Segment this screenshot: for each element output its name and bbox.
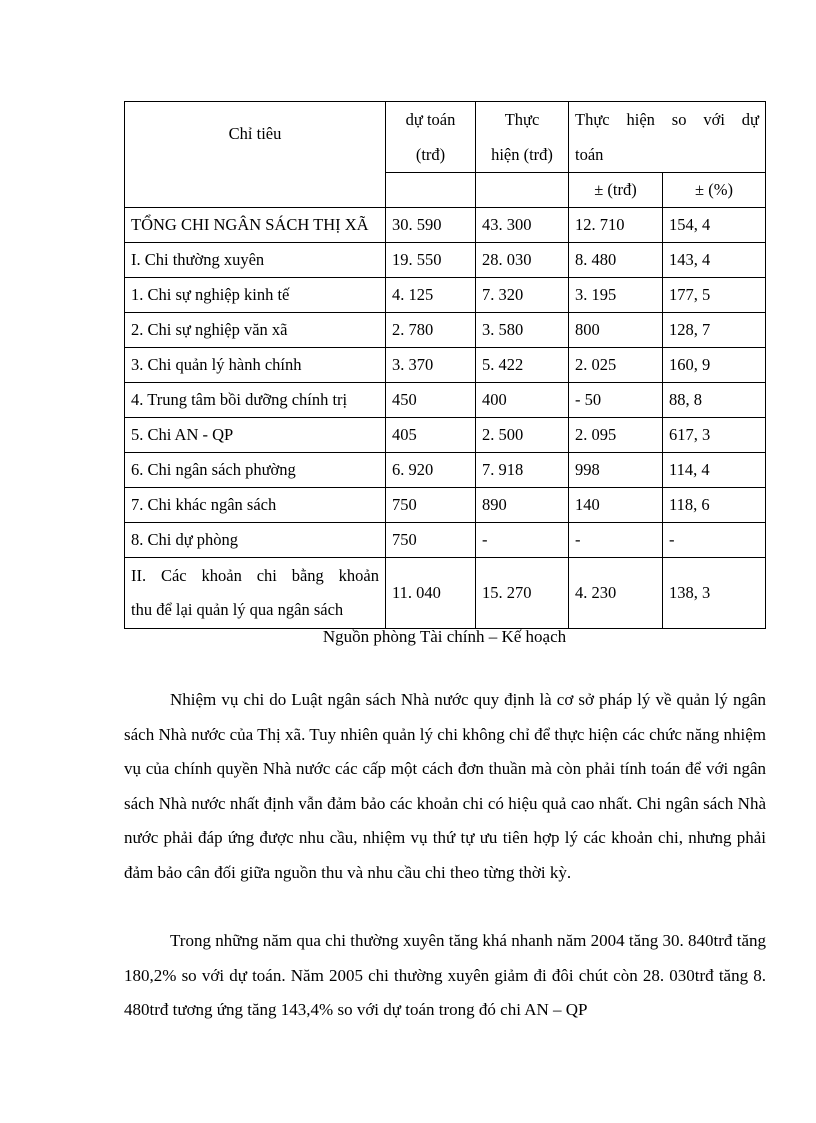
row-label bbox=[125, 558, 386, 629]
row-du-toan: 750 bbox=[386, 523, 476, 558]
header-row bbox=[125, 102, 766, 173]
row-phan-tram: 177, 5 bbox=[663, 278, 766, 313]
table-row-last bbox=[125, 558, 766, 629]
row-chenh-lech: 4. 230 bbox=[569, 558, 663, 629]
row-phan-tram: 114, 4 bbox=[663, 453, 766, 488]
row-du-toan: 19. 550 bbox=[386, 243, 476, 278]
table-row bbox=[125, 453, 766, 488]
row-label-line2: thu để lại quản lý qua ngân sách bbox=[131, 600, 344, 619]
row-phan-tram: 617, 3 bbox=[663, 418, 766, 453]
row-thuc-hien: 7. 918 bbox=[476, 453, 569, 488]
row-du-toan: 450 bbox=[386, 383, 476, 418]
row-label: 7. Chi khác ngân sách bbox=[125, 488, 386, 523]
row-thuc-hien: 3. 580 bbox=[476, 313, 569, 348]
row-phan-tram: - bbox=[663, 523, 766, 558]
row-du-toan: 11. 040 bbox=[386, 558, 476, 629]
header-du-toan bbox=[386, 102, 476, 173]
table-row bbox=[125, 383, 766, 418]
subheader-pm-pct: ± (%) bbox=[663, 173, 766, 208]
table-source-caption: Nguồn phòng Tài chính – Kế hoạch bbox=[322, 627, 567, 646]
row-chenh-lech: 3. 195 bbox=[569, 278, 663, 313]
row-label-line1: II. Các khoản chi bằng khoản bbox=[131, 566, 379, 585]
header-thuc-hien-line1: Thực bbox=[504, 110, 540, 129]
row-phan-tram: 154, 4 bbox=[663, 208, 766, 243]
table-row bbox=[125, 243, 766, 278]
row-label: 1. Chi sự nghiệp kinh tế bbox=[125, 278, 386, 313]
row-thuc-hien: 2. 500 bbox=[476, 418, 569, 453]
paragraph-1: Nhiệm vụ chi do Luật ngân sách Nhà nước quy định là cơ sở pháp lý về quản lý ngân sách Nhà nước của Thị xã. Tuy nhiên quản lý chi không chỉ để thực hiện các chức năng nhiệm vụ của chính quyền Nhà nước các cấp một cách đơn thuần mà còn phải tính toán để với ngân sách Nhà nước nhất định vẫn đảm bảo các khoản chi có hiệu quả cao nhất. Chi ngân sách Nhà nước phải đáp ứng được nhu cầu, nhiệm vụ thứ tự ưu tiên hợp lý các khoản chi, nhưng phải đảm bảo cân đối giữa nguồn thu và nhu cầu chi theo từng thời kỳ. bbox=[124, 690, 766, 882]
row-label: TỔNG CHI NGÂN SÁCH THỊ XÃ bbox=[125, 208, 386, 243]
row-thuc-hien: - bbox=[476, 523, 569, 558]
row-label: 4. Trung tâm bồi dưỡng chính trị bbox=[125, 383, 386, 418]
table-row bbox=[125, 523, 766, 558]
row-chenh-lech: 8. 480 bbox=[569, 243, 663, 278]
row-phan-tram: 138, 3 bbox=[663, 558, 766, 629]
row-du-toan: 4. 125 bbox=[386, 278, 476, 313]
row-du-toan: 30. 590 bbox=[386, 208, 476, 243]
row-thuc-hien: 5. 422 bbox=[476, 348, 569, 383]
row-chenh-lech: 2. 095 bbox=[569, 418, 663, 453]
row-du-toan: 6. 920 bbox=[386, 453, 476, 488]
row-phan-tram: 128, 7 bbox=[663, 313, 766, 348]
row-thuc-hien: 7. 320 bbox=[476, 278, 569, 313]
budget-table bbox=[124, 101, 766, 629]
subheader-pm-trd: ± (trđ) bbox=[569, 173, 663, 208]
row-label: 6. Chi ngân sách phường bbox=[125, 453, 386, 488]
row-chenh-lech: 2. 025 bbox=[569, 348, 663, 383]
table-row bbox=[125, 488, 766, 523]
header-so-voi-line2: toán bbox=[575, 145, 604, 164]
header-so-voi-line1: Thực hiện so với dự bbox=[575, 110, 759, 129]
row-chenh-lech: 12. 710 bbox=[569, 208, 663, 243]
header-du-toan-line1: dự toán bbox=[405, 110, 456, 129]
header-chi-tieu: Chỉ tiêu bbox=[125, 102, 386, 208]
row-thuc-hien: 890 bbox=[476, 488, 569, 523]
row-du-toan: 3. 370 bbox=[386, 348, 476, 383]
row-chenh-lech: - 50 bbox=[569, 383, 663, 418]
table-row bbox=[125, 348, 766, 383]
row-thuc-hien: 15. 270 bbox=[476, 558, 569, 629]
row-label: 2. Chi sự nghiệp văn xã bbox=[125, 313, 386, 348]
row-phan-tram: 143, 4 bbox=[663, 243, 766, 278]
table-row bbox=[125, 278, 766, 313]
row-chenh-lech: - bbox=[569, 523, 663, 558]
row-label: I. Chi thường xuyên bbox=[125, 243, 386, 278]
row-phan-tram: 88, 8 bbox=[663, 383, 766, 418]
row-label: 3. Chi quản lý hành chính bbox=[125, 348, 386, 383]
row-thuc-hien: 43. 300 bbox=[476, 208, 569, 243]
row-label: 5. Chi AN - QP bbox=[125, 418, 386, 453]
header-thuc-hien-line2: hiện (trđ) bbox=[491, 145, 553, 164]
table-row bbox=[125, 313, 766, 348]
table-row bbox=[125, 418, 766, 453]
row-du-toan: 405 bbox=[386, 418, 476, 453]
subheader-empty-2 bbox=[476, 173, 569, 208]
paragraph-2: Trong những năm qua chi thường xuyên tăng khá nhanh năm 2004 tăng 30. 840trđ tăng 180,2% so với dự toán. Năm 2005 chi thường xuyên giảm đi đôi chút còn 28. 030trđ tăng 8. 480trđ tương ứng tăng 143,4% so với dự toán trong đó chi AN – QP bbox=[124, 931, 766, 1019]
table-row bbox=[125, 208, 766, 243]
subheader-empty-1 bbox=[386, 173, 476, 208]
header-thuc-hien bbox=[476, 102, 569, 173]
row-thuc-hien: 400 bbox=[476, 383, 569, 418]
row-chenh-lech: 998 bbox=[569, 453, 663, 488]
row-du-toan: 750 bbox=[386, 488, 476, 523]
row-phan-tram: 118, 6 bbox=[663, 488, 766, 523]
row-chenh-lech: 800 bbox=[569, 313, 663, 348]
row-label: 8. Chi dự phòng bbox=[125, 523, 386, 558]
header-du-toan-line2: (trđ) bbox=[415, 145, 446, 164]
row-thuc-hien: 28. 030 bbox=[476, 243, 569, 278]
header-so-voi-du-toan bbox=[569, 102, 766, 173]
row-phan-tram: 160, 9 bbox=[663, 348, 766, 383]
row-du-toan: 2. 780 bbox=[386, 313, 476, 348]
row-chenh-lech: 140 bbox=[569, 488, 663, 523]
